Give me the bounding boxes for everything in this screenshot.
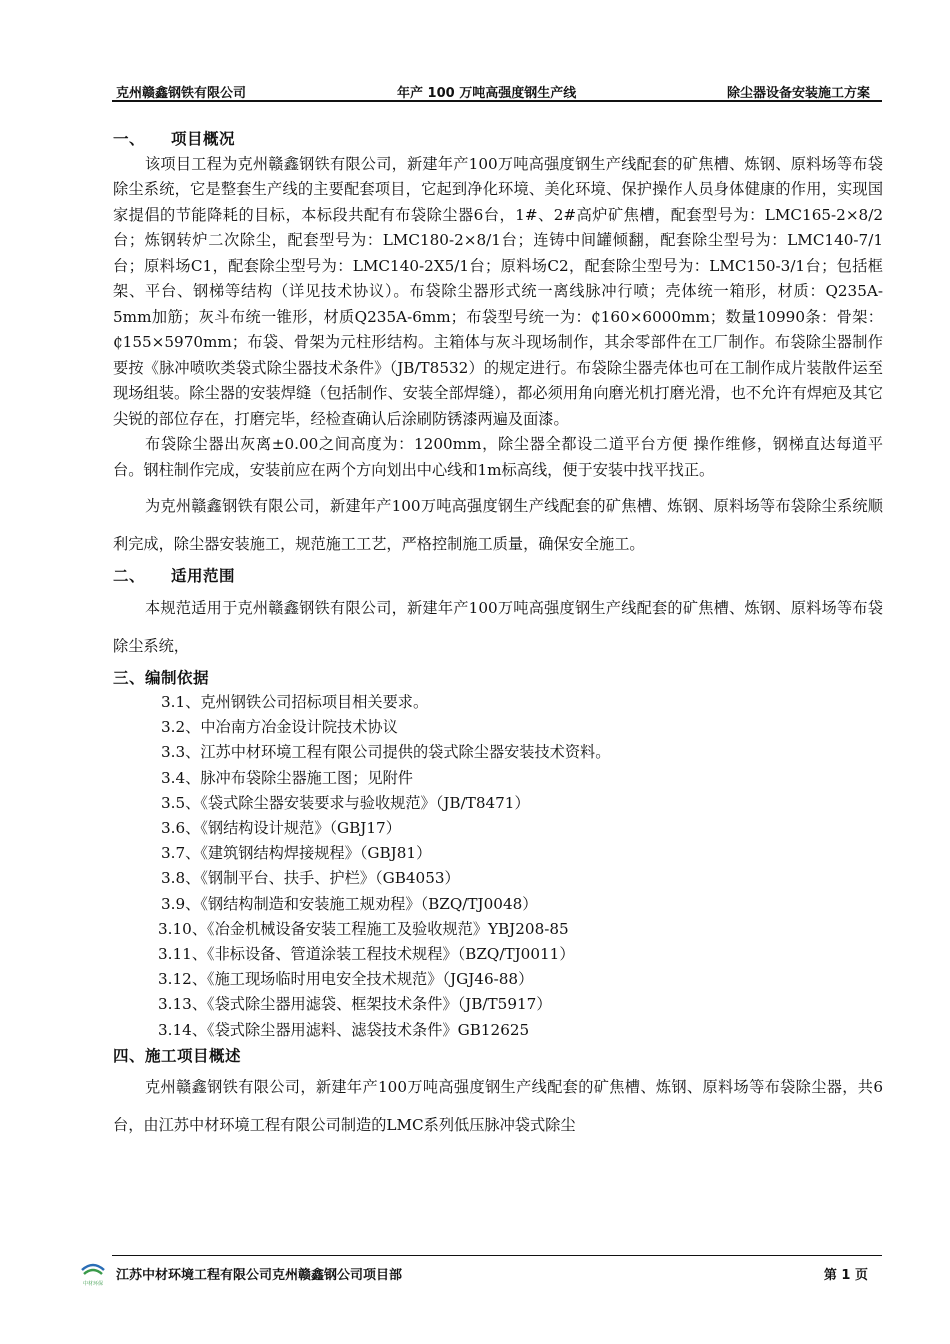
- section-2-heading: [113, 563, 883, 589]
- header-project: 年产 100 万吨高强度钢生产线: [397, 86, 577, 101]
- list-item: 3.10、《冶金机械设备安装工程施工及验收规范》YBJ208-85: [158, 919, 569, 938]
- list-item: 3.12、《施工现场临时用电安全技术规范》（JGJ46-88）: [158, 970, 534, 989]
- document-body: [113, 126, 883, 1144]
- reference-list: [113, 690, 883, 1043]
- list-item: 3.4、脉冲布袋除尘器施工图；见附件: [161, 768, 413, 787]
- footer-department: 江苏中材环境工程有限公司克州赣鑫钢公司项目部: [116, 1268, 403, 1283]
- header-doc-title: 除尘器设备安装施工方案: [726, 86, 870, 101]
- list-item: 3.2、中冶南方冶金设计院技术协议: [161, 718, 398, 737]
- list-item: 3.1、克州钢铁公司招标项目相关要求。: [161, 693, 429, 711]
- section-1-number: 一、: [113, 129, 146, 148]
- list-item: 3.14、《袋式除尘器用滤料、滤袋技术条件》GB12625: [158, 1020, 530, 1039]
- section-1-paragraph-2: 布袋除尘器出灰离±0.00之间高度为：1200mm，除尘器全都设二道平台方便 操作维修，钢梯直达每道平台。钢柱制作完成，安装前应在两个方向划出中心线和1m标高线，便于安装中找平找正。: [113, 435, 883, 479]
- list-item: 3.9、《钢结构制造和安装施工规劝程》（BZQ/TJ0048）: [161, 894, 538, 913]
- list-item: 3.3、江苏中材环境工程有限公司提供的袋式除尘器安装技术资料。: [161, 743, 611, 762]
- list-item: 3.8、《钢制平台、扶手、护栏》（GB4053）: [161, 869, 460, 888]
- section-2-title: 适用范围: [171, 566, 236, 585]
- section-1-title: 项目概况: [171, 129, 236, 148]
- section-4-paragraph-1: 克州赣鑫钢铁有限公司，新建年产100万吨高强度钢生产线配套的矿焦槽、炼钢、原料场等布袋除尘器，共6台，由江苏中材环境工程有限公司制造的LMC系列低压脉冲袋式除尘: [113, 1078, 883, 1135]
- logo-text: 中材环保: [82, 1281, 104, 1287]
- company-logo-icon: [78, 1258, 108, 1288]
- section-2-number: 二、: [113, 566, 146, 585]
- section-4-heading: 四、施工项目概述: [113, 1045, 242, 1065]
- section-3-heading: 三、编制依据: [113, 667, 210, 687]
- list-item: 3.11、《非标设备、管道涂装工程技术规程》（BZQ/TJ0011）: [158, 945, 575, 964]
- header-company: 克州赣鑫钢铁有限公司: [116, 86, 247, 101]
- section-2-paragraph-1: 本规范适用于克州赣鑫钢铁有限公司，新建年产100万吨高强度钢生产线配套的矿焦槽、炼钢、原料场等布袋除尘系统，: [113, 598, 883, 655]
- section-1-paragraph-1: 该项目工程为克州赣鑫钢铁有限公司，新建年产100万吨高强度钢生产线配套的矿焦槽、炼钢、原料场等布袋除尘系统，它是整套生产线的主要配套项目，它起到净化环境、美化环境、保护操作人员身体健康的作用，实现国家提倡的节能降耗的目标，本标段共配有布袋除尘器6台，1#、2#高炉矿焦槽，配套型号为：LMC165-2×8/2台；炼钢转炉二次除尘，配套型号为：LMC180-2×8/1台；连铸中间罐倾翻，配套除尘型号为：LMC140-7/1台；原料场C1，配套除尘型号为：LMC140-2X5/1台；原料场C2，配套除尘型号为：LMC150-3/1台；包括框架、平台、钢梯等结构（详见技术协议）。布袋除尘器形式统一离线脉冲行喷；壳体统一箱形，材质：Q235A-5mm加筋；灰斗布统一锥形，材质Q235A-6mm；布袋型号统一为：₵160×6000mm；数量10990条：骨架：₵155×5970mm；布袋、骨架为元柱形结构。主箱体与灰斗现场制作，其余零部件在工厂制作。布袋除尘器制作要按《脉冲喷吹类袋式除尘器技术条件》（JB/T8532）的规定进行。布袋除尘器壳体也可在工制作成片装散件运至现场组装。除尘器的安装焊缝（包括制作、安装全部焊缝），都必须用角向磨光机打磨光滑，也不允许有焊疤及其它尖锐的部位存在，打磨完毕，经检查确认后涂刷防锈漆两遍及面漆。: [113, 154, 883, 428]
- page-number: 第 1 页: [823, 1268, 868, 1283]
- page-header: [112, 80, 882, 102]
- page-footer: [112, 1255, 882, 1284]
- list-item: 3.5、《袋式除尘器安装要求与验收规范》（JB/T8471）: [161, 793, 530, 812]
- section-1-heading: [113, 126, 883, 152]
- list-item: 3.7、《建筑钢结构焊接规程》（GBJ81）: [161, 844, 432, 863]
- section-1-paragraph-3: 为克州赣鑫钢铁有限公司，新建年产100万吨高强度钢生产线配套的矿焦槽、炼钢、原料场等布袋除尘系统顺利完成，除尘器安装施工，规范施工工艺，严格控制施工质量，确保安全施工。: [113, 497, 883, 553]
- list-item: 3.6、《钢结构设计规范》（GBJ17）: [161, 819, 401, 838]
- list-item: 3.13、《袋式除尘器用滤袋、框架技术条件》（JB/T5917）: [158, 995, 552, 1014]
